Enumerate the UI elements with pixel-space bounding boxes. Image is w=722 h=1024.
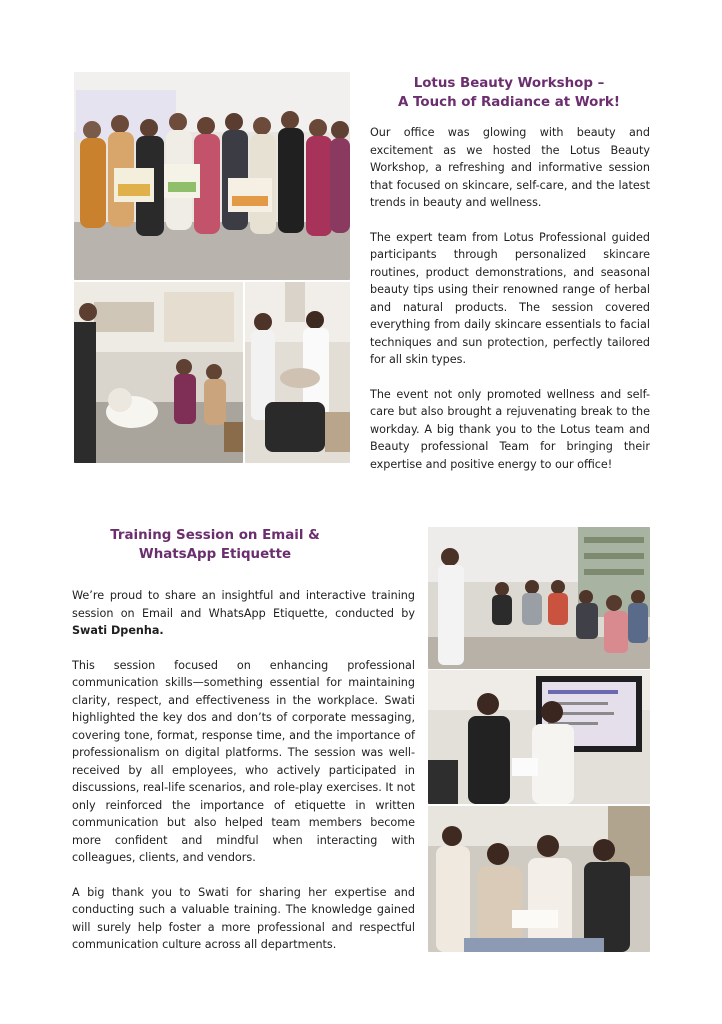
workshop-title (370, 74, 648, 112)
training-intro: We’re proud to share an insightful and interactive training session on Email and WhatsApp Etiquette, conducted by (72, 589, 415, 620)
training-title-line1: Training Session on Email & (110, 528, 320, 543)
workshop-paragraph-1: Our office was glowing with beauty and excitement as we hosted the Lotus Beauty Workshop, a refreshing and informative session that focused on skincare, self-care, and the latest trends in beauty and wellness. (370, 126, 650, 209)
workshop-facial-photo (74, 282, 243, 463)
workshop-demo-photo (245, 282, 350, 463)
presenter-name: Swati Dpenha. (72, 624, 164, 637)
training-paragraph-2: A big thank you to Swati for sharing her expertise and conducting such a valuable training. The knowledge gained will surely help foster a more professional and respectful communication culture across all departments. (72, 885, 415, 951)
training-title-line2: WhatsApp Etiquette (138, 547, 292, 562)
training-title (72, 526, 358, 564)
training-presenter-photo (428, 670, 650, 804)
training-body (72, 587, 415, 954)
training-audience-photo (428, 527, 650, 669)
workshop-title-line1: Lotus Beauty Workshop – (413, 76, 605, 91)
training-exercise-photo (428, 806, 650, 952)
workshop-paragraph-3: The event not only promoted wellness and self-care but also brought a rejuvenating break to the workday. A big thank you to the Lotus team and Beauty professional Team for bringing their expertise and positive energy to our office! (370, 387, 650, 471)
workshop-body (370, 124, 650, 473)
training-paragraph-1: This session focused on enhancing professional communication skills—something essential for maintaining clarity, respect, and effectiveness in the workplace. Swati highlighted the key dos and don’ts of corporate messaging, covering tone, format, response time, and the importance of professionalism on digital platforms. The session was well-received by all employees, who actively participated in discussions, real-life scenarios, and role-play exercises. It not only reinforced the importance of etiquette in written communication but also helped team members become more confident and mindful when interacting with colleagues, clients, and vendors. (72, 658, 415, 864)
workshop-title-line2: A Touch of Radiance at Work! (398, 95, 620, 110)
training-intro-paragraph (72, 587, 415, 640)
workshop-group-photo (74, 72, 350, 280)
workshop-paragraph-2: The expert team from Lotus Professional guided participants through personalized skincare routines, product demonstrations, and seasonal beauty tips using their renowned range of herbal and natural products. The session covered everything from daily skincare essentials to facial techniques and sun protection, perfectly tailored for all skin types. (370, 230, 650, 366)
